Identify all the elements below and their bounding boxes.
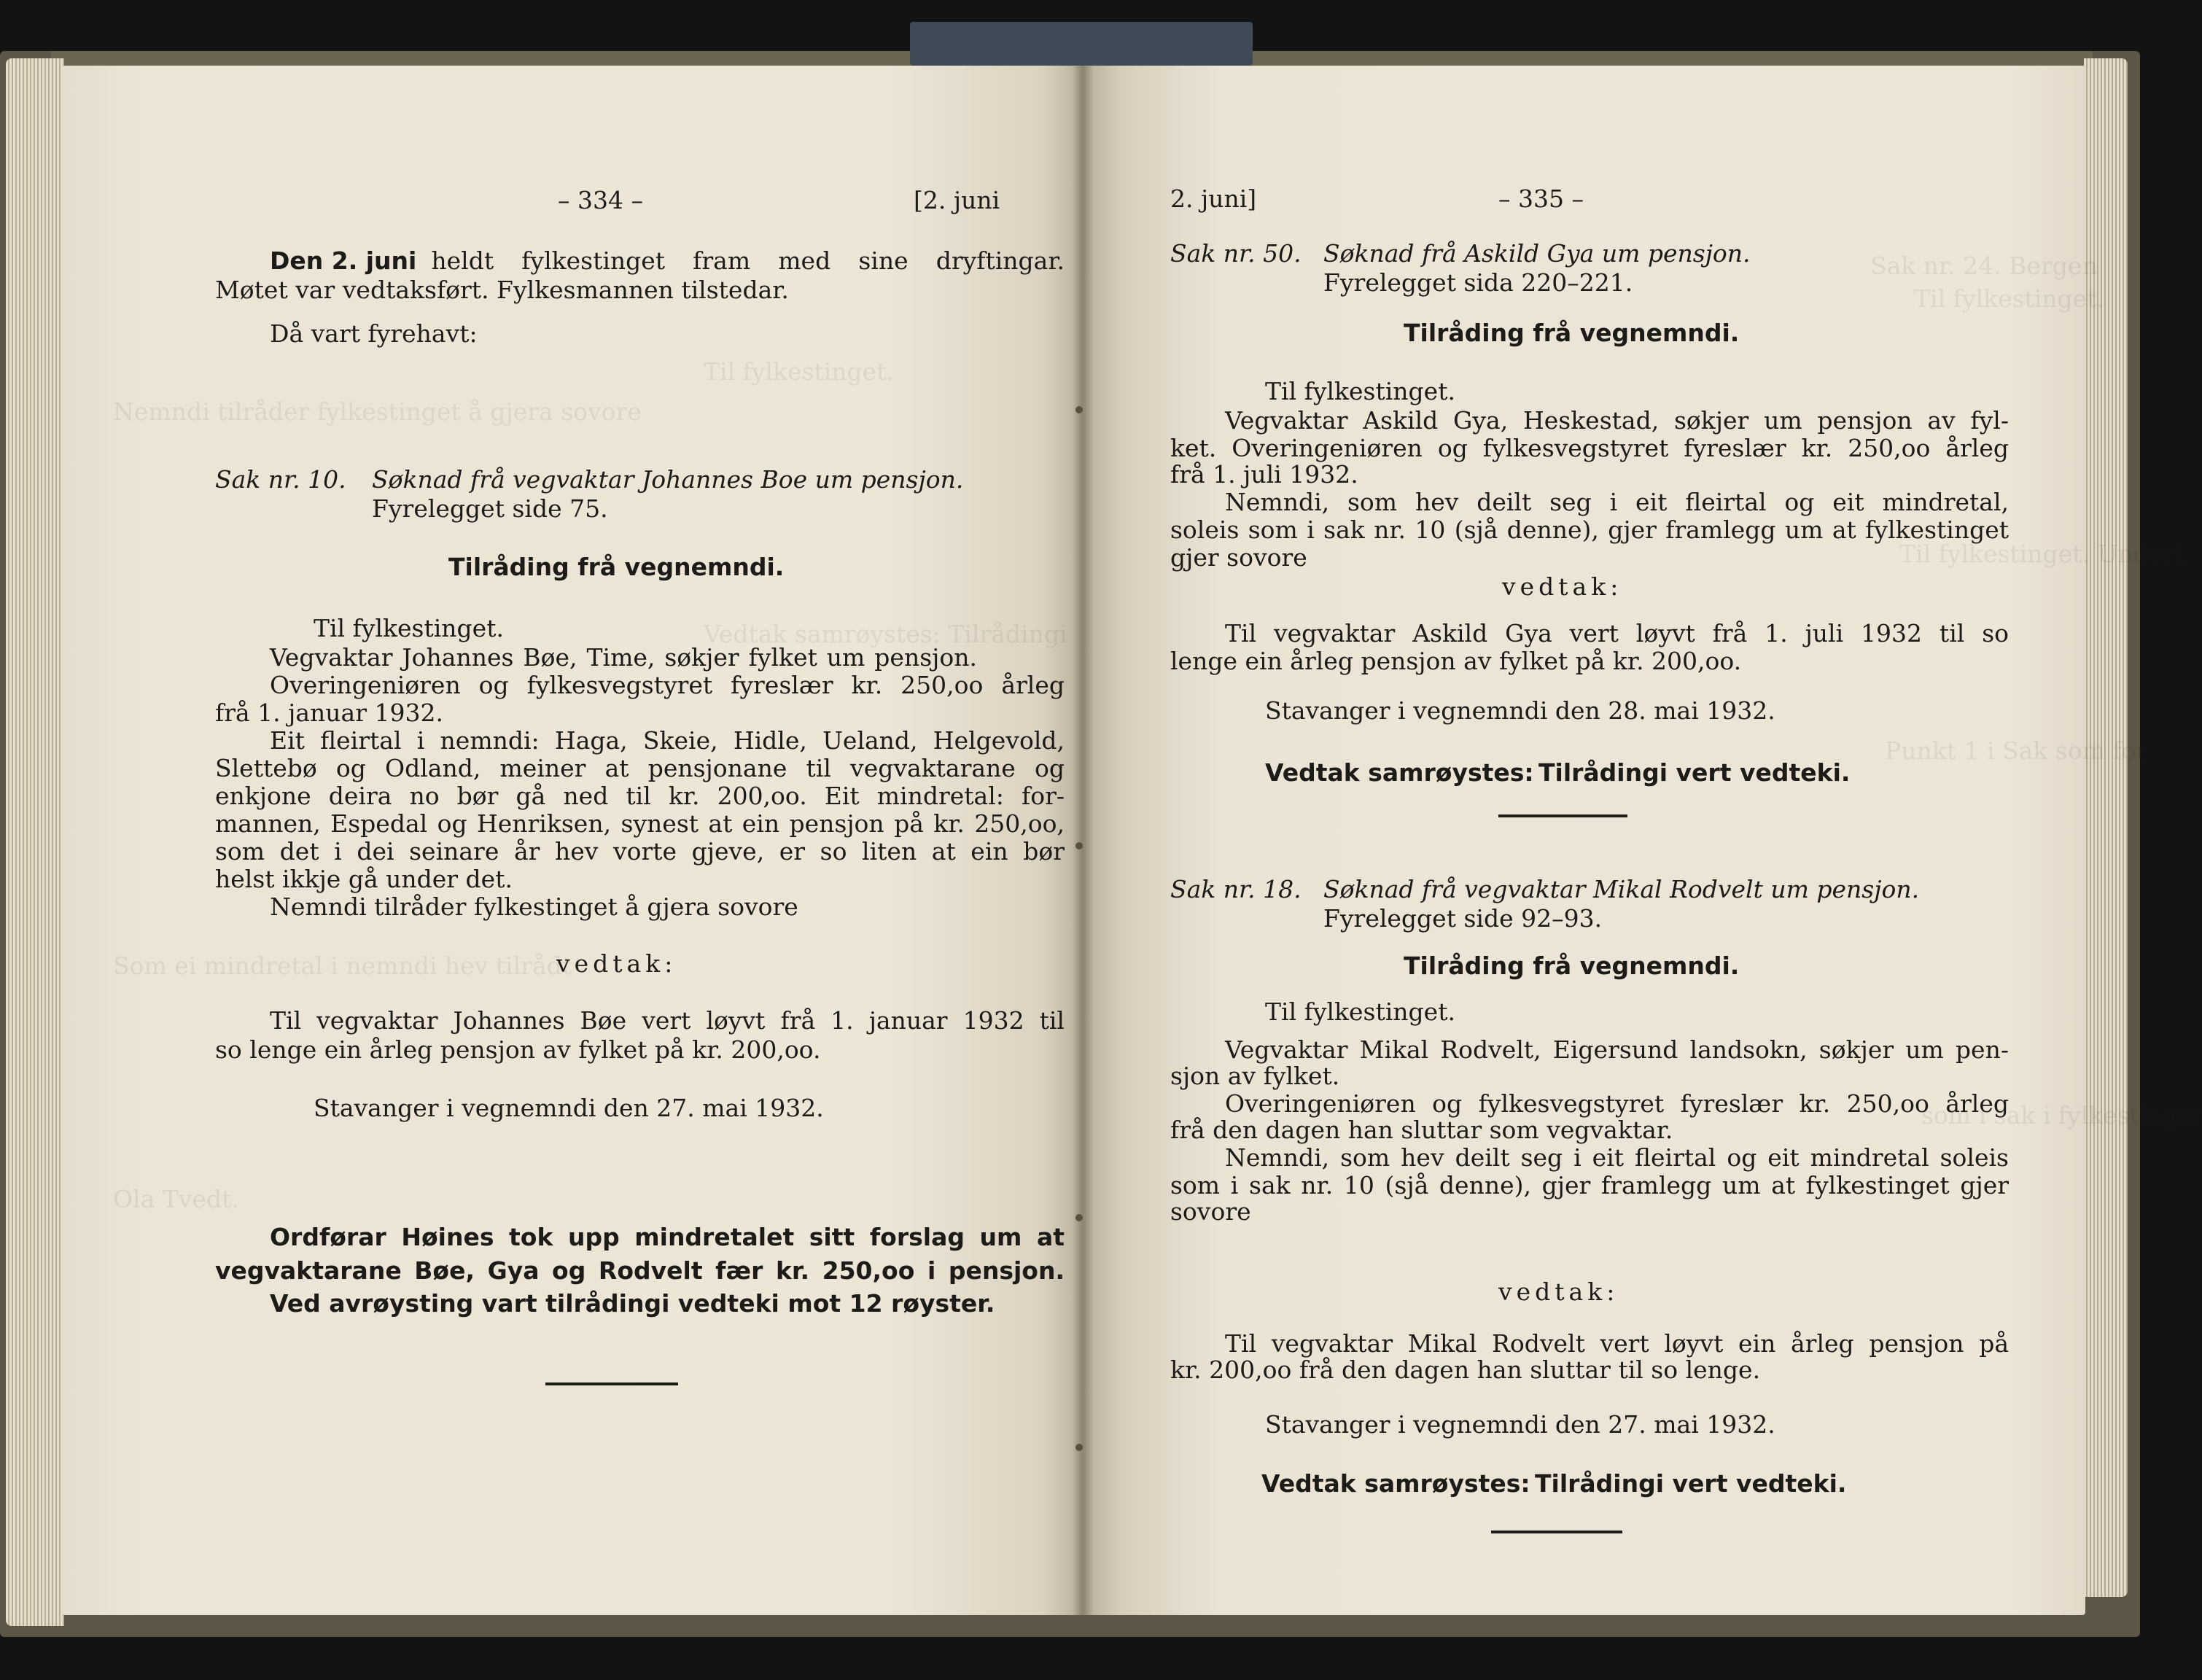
body-left-1: Vegvaktar Johannes Bøe, Time, søkjer fylket um pensjon. <box>270 643 977 672</box>
divider-right-1 <box>1498 814 1627 817</box>
body-left-6: enkjone deira no bør gå ned til kr. 200,oo. Eit mindretal: for- <box>215 782 1065 810</box>
body-right2-5: Nemndi, som hev deilt seg i eit fleirtal og eit mindretal soleis <box>1225 1143 2009 1172</box>
addressee-left: Til fylkestinget. <box>314 614 504 642</box>
result-label-1: Vedtak samrøystes: <box>1265 758 1534 787</box>
page-edges-left <box>6 58 64 1626</box>
body-left-4: Eit fleirtal i nemndi: Haga, Skeie, Hidle, Ueland, Helgevold, <box>270 726 1065 755</box>
heading-right-1: Tilråding frå vegnemndi. <box>1404 319 1740 347</box>
case-label-10: Sak nr. 10. <box>215 465 346 494</box>
body-right2-7: sovore <box>1170 1197 1251 1226</box>
page-number-left: – 334 – <box>558 186 643 214</box>
body-left-2: Overingeniøren og fylkesvegstyret fyreslær kr. 250,oo årleg <box>270 671 1065 699</box>
decision-left-1: Til vegvaktar Johannes Bøe vert løyvt frå 1. januar 1932 til <box>270 1006 1065 1035</box>
intro-lead: Den 2. juni <box>270 246 417 275</box>
signed-right-2: Stavanger i vegnemndi den 27. mai 1932. <box>1265 1410 1775 1439</box>
body-left-8: som det i dei seinare år hev vorte gjeve, er so liten at ein bør <box>215 837 1065 866</box>
binding-hole-3 <box>1075 1214 1083 1221</box>
decision-left-2: so lenge ein årleg pensjon av fylket på kr. 200,oo. <box>215 1035 821 1064</box>
divider-right-2 <box>1491 1531 1622 1533</box>
heading-left: Tilråding frå vegnemndi. <box>448 553 785 581</box>
body-right2-2: sjon av fylket. <box>1170 1062 1340 1090</box>
signed-right-1: Stavanger i vegnemndi den 28. mai 1932. <box>1265 696 1775 725</box>
case-title-50: Søknad frå Askild Gya um pensjon. <box>1323 239 1751 268</box>
body-right2-3: Overingeniøren og fylkesvegstyret fyreslær kr. 250,oo årleg <box>1225 1089 2009 1118</box>
intro-line-2: Møtet var vedtaksført. Fylkesmannen tilstedar. <box>215 276 789 304</box>
bookmark-ribbon <box>910 22 1253 66</box>
body-left-3: frå 1. januar 1932. <box>215 699 443 727</box>
left-page: Til fylkestinget. Nemndi tilråder fylkestinget å gjera sovore Vedtak samrøystes: Tilrådingi Som ei mindretal i nemndi hev tilrådt Ola Tvedt. – 334 – [2. juni Den 2. juni heldt fylkestinget fram med sine dryftingar. Møtet var vedtaksført. Fylkesmannen tilstedar. Då vart fyrehavt: Sak nr. 10. Søknad frå vegvaktar Johannes Boe um pensjon. Fyrelegget side 75. Tilråding frå vegnemndi. Til fylkestinget. Vegvaktar Johannes Bøe, Time, søkjer fylket um pensjon. Overingeniøren og fylkesvegstyret fyreslær kr. 250,oo årleg frå 1. januar 1932. Eit fleirtal i nemndi: Haga, Skeie, Hidle, Ueland, Helgevold, Slettebø og Odland, meiner at pensjonane til vegvaktarane og enkjone deira no bør gå ned til kr. 200,oo. Eit mindretal: for- mannen, Espedal og Henriksen, synest at ein pensjon på kr. 250,oo, som det i dei seinare år hev vorte gjeve, er so liten at ein bør helst ikkje gå under det. Nemndi tilråder fylkestinget å gjera sovore vedtak: Til vegvaktar Johannes Bøe vert løyvt frå 1. januar 1932 til so lenge ein årleg pensjon av fylket på kr. 200,oo. Stavanger i vegnemndi den 27. mai 1932. Ordførar Høines tok upp mindretalet sitt forslag um at vegvaktarane Bøe, Gya og Rodvelt fær kr. 250,oo i pensjon. Ved avrøysting vart tilrådingi vedteki mot 12 røyster. <box>62 66 1083 1615</box>
body-right2-6: som i sak nr. 10 (sjå denne), gjer framlegg um at fylkestinget gjer <box>1170 1171 2009 1199</box>
case-title-18: Søknad frå vegvaktar Mikal Rodvelt um pensjon. <box>1323 875 1920 903</box>
binding-hole-1 <box>1075 406 1083 413</box>
case-label-50: Sak nr. 50. <box>1170 239 1302 268</box>
decision-right1-1: Til vegvaktar Askild Gya vert løyvt frå 1. juli 1932 til so <box>1225 619 2009 648</box>
addressee-right-2: Til fylkestinget. <box>1265 998 1455 1026</box>
case-ref-18: Fyrelegget side 92–93. <box>1323 904 1603 933</box>
vedtak-right-2: vedtak: <box>1498 1278 1619 1306</box>
body-left-7: mannen, Espedal og Henriksen, synest at ein pensjon på kr. 250,oo, <box>215 809 1065 838</box>
body-right1-3: frå 1. juli 1932. <box>1170 460 1358 489</box>
binding-hole-2 <box>1075 842 1083 849</box>
body-right1-4: Nemndi, som hev deilt seg i eit fleirtal og eit mindretal, <box>1225 488 2009 516</box>
intro-line-1 <box>270 246 1065 276</box>
heading-right-2: Tilråding frå vegnemndi. <box>1404 952 1740 980</box>
addressee-right-1: Til fylkestinget. <box>1265 377 1455 405</box>
decision-right1-2: lenge ein årleg pensjon av fylket på kr. 200,oo. <box>1170 647 1742 675</box>
running-head-right: 2. juni] <box>1170 184 1257 213</box>
book-gutter <box>1072 66 1094 1615</box>
body-right1-6: gjer sovore <box>1170 543 1307 572</box>
body-left-9: helst ikkje gå under det. <box>215 865 513 893</box>
page-number-right: – 335 – <box>1498 184 1584 213</box>
body-right2-1: Vegvaktar Mikal Rodvelt, Eigersund landsokn, søkjer um pen- <box>1225 1035 2009 1064</box>
body-right1-1: Vegvaktar Askild Gya, Heskestad, søkjer um pensjon av fyl- <box>1225 406 2009 435</box>
vedtak-right-1: vedtak: <box>1502 572 1623 601</box>
closing-3: Ved avrøysting vart tilrådingi vedteki mot 12 røyster. <box>270 1289 995 1318</box>
signed-left: Stavanger i vegnemndi den 27. mai 1932. <box>314 1094 824 1122</box>
closing-1: Ordførar Høines tok upp mindretalet sitt forslag um at <box>270 1223 1065 1251</box>
result-text-1: Tilrådingi vert vedteki. <box>1538 758 1851 787</box>
running-head-left: [2. juni <box>914 186 1000 214</box>
case-ref-10: Fyrelegget side 75. <box>372 494 608 523</box>
result-label-2: Vedtak samrøystes: <box>1261 1469 1530 1498</box>
intro-line-3: Då vart fyrehavt: <box>270 319 478 348</box>
body-right1-2: ket. Overingeniøren og fylkesvegstyret fyreslær kr. 250,oo årleg <box>1170 434 2009 462</box>
result-text-2: Tilrådingi vert vedteki. <box>1535 1469 1847 1498</box>
body-right1-5: soleis som i sak nr. 10 (sjå denne), gjer framlegg um at fylkestinget <box>1170 516 2009 544</box>
body-left-10: Nemndi tilråder fylkestinget å gjera sovore <box>270 892 798 921</box>
vedtak-left: vedtak: <box>556 949 677 978</box>
body-left-5: Slettebø og Odland, meiner at pensjonane til vegvaktarane og <box>215 754 1065 782</box>
intro-text: heldt fylkestinget fram med sine dryftingar. <box>431 246 1065 275</box>
decision-right2-1: Til vegvaktar Mikal Rodvelt vert løyvt ein årleg pensjon på <box>1225 1329 2009 1358</box>
right-page: Sak nr. 24. Bergen Til fylkestinget. Til fylkestinget. Undert Punkt 1 i Sak som for som i sak i fylkestinget 2. juni] – 335 – Sak nr. 50. Søknad frå Askild Gya um pensjon. Fyrelegget sida 220–221. Tilråding frå vegnemndi. Til fylkestinget. Vegvaktar Askild Gya, Heskestad, søkjer um pensjon av fyl- ket. Overingeniøren og fylkesvegstyret fyreslær kr. 250,oo årleg frå 1. juli 1932. Nemndi, som hev deilt seg i eit fleirtal og eit mindretal, soleis som i sak nr. 10 (sjå denne), gjer framlegg um at fylkestinget gjer sovore vedtak: Til vegvaktar Askild Gya vert løyvt frå 1. juli 1932 til so lenge ein årleg pensjon av fylket på kr. 200,oo. Stavanger i vegnemndi den 28. mai 1932. Vedtak samrøystes: Tilrådingi vert vedteki. Sak nr. 18. Søknad frå vegvaktar Mikal Rodvelt um pensjon. Fyrelegget side 92–93. Tilråding frå vegnemndi. Til fylkestinget. Vegvaktar Mikal Rodvelt, Eigersund landsokn, søkjer um pen- sjon av fylket. Overingeniøren og fylkesvegstyret fyreslær kr. 250,oo årleg frå den dagen han sluttar som vegvaktar. Nemndi, som hev deilt seg i eit fleirtal og eit mindretal soleis som i sak nr. 10 (sjå denne), gjer framlegg um at fylkestinget gjer sovore vedtak: Til vegvaktar Mikal Rodvelt vert løyvt ein årleg pensjon på kr. 200,oo frå den dagen han sluttar til so lenge. Stavanger i vegnemndi den 27. mai 1932. Vedtak samrøystes: Tilrådingi vert vedteki. <box>1083 66 2085 1615</box>
decision-right2-2: kr. 200,oo frå den dagen han sluttar til so lenge. <box>1170 1356 1761 1384</box>
body-right2-4: frå den dagen han sluttar som vegvaktar. <box>1170 1116 1673 1144</box>
case-ref-50: Fyrelegget sida 220–221. <box>1323 268 1633 297</box>
case-title-10: Søknad frå vegvaktar Johannes Boe um pensjon. <box>372 465 964 494</box>
divider-left <box>545 1382 678 1385</box>
binding-hole-4 <box>1075 1444 1083 1451</box>
case-label-18: Sak nr. 18. <box>1170 875 1302 903</box>
closing-2: vegvaktarane Bøe, Gya og Rodvelt fær kr. 250,oo i pensjon. <box>215 1256 1065 1285</box>
